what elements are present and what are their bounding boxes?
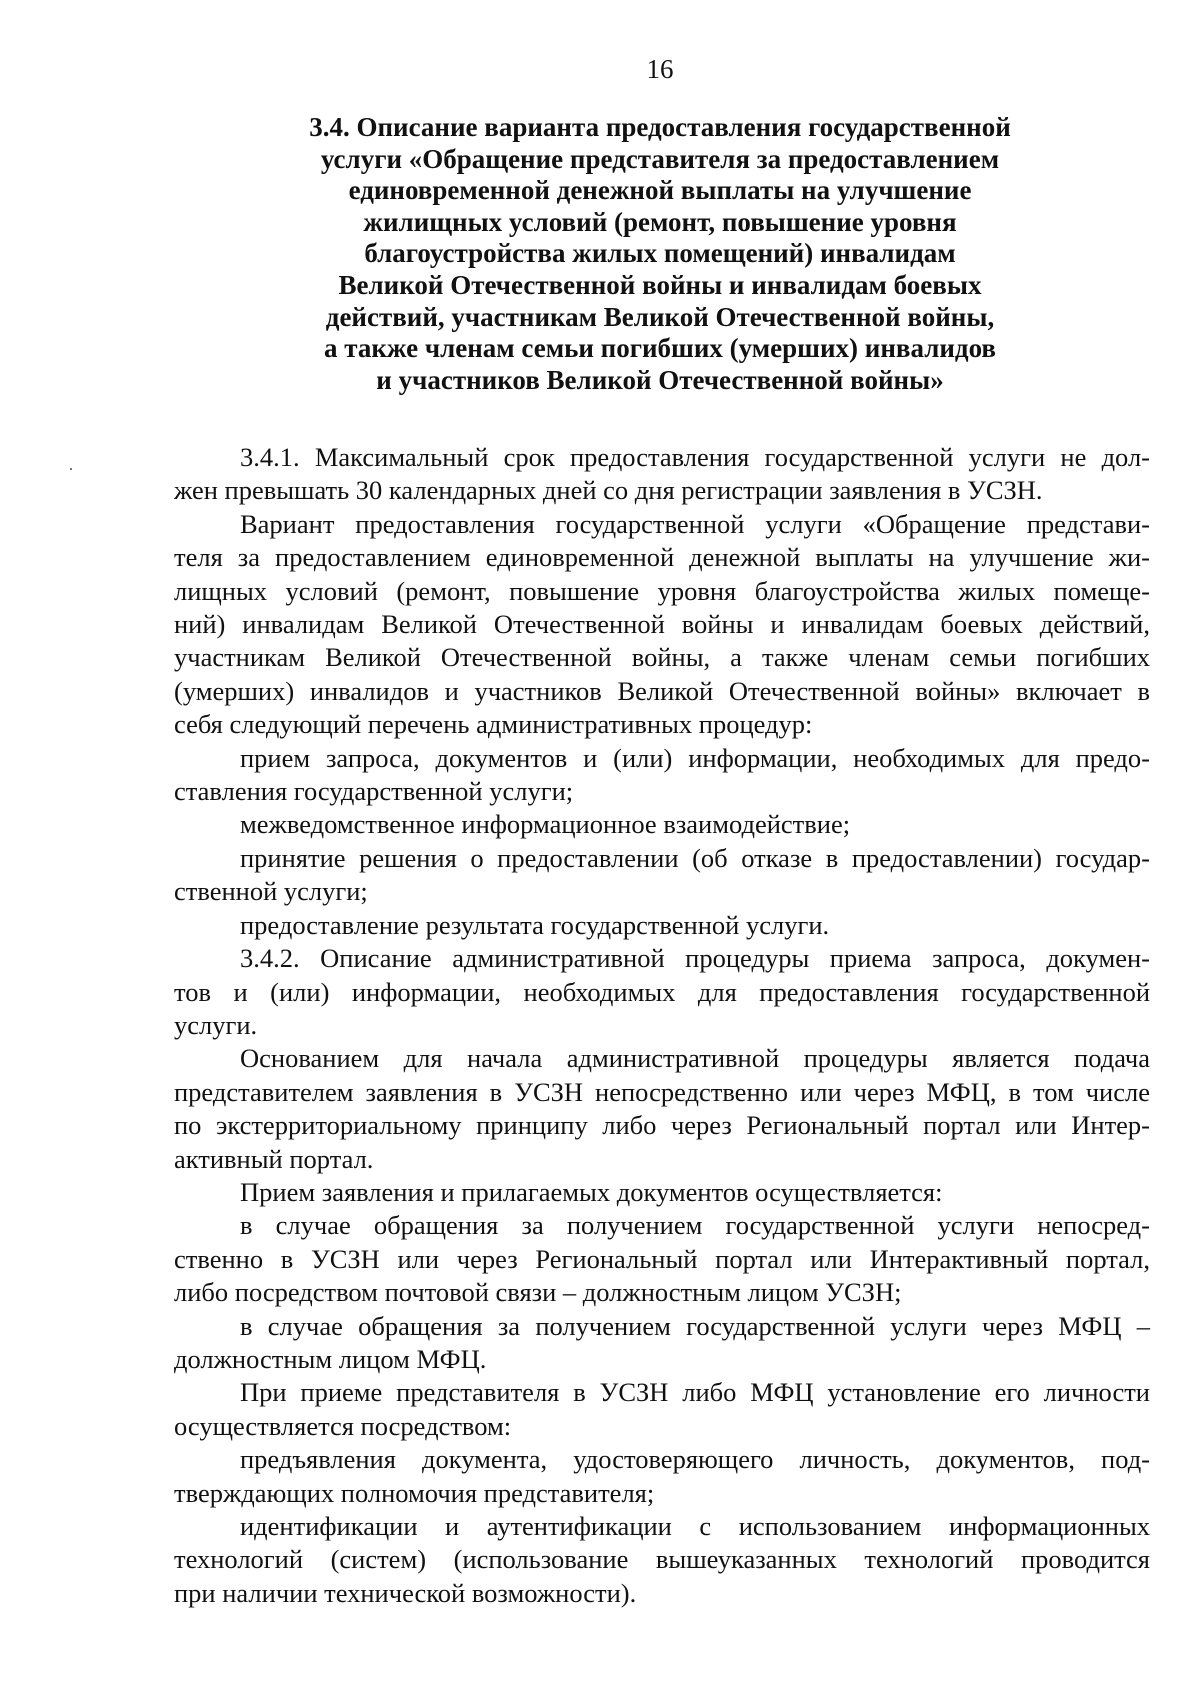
text-line: (умерших) инвалидов и участников Великой Отечественной войны» включает в — [174, 675, 1150, 706]
text-line: при наличии технической возможности). — [174, 1577, 637, 1608]
text-line: предъявления документа, удостоверяющего личность, документов, под- — [240, 1444, 1150, 1475]
title-line: 3.4. Описание варианта предоставления государственной — [309, 112, 1011, 142]
list-item-result — [174, 909, 1150, 942]
paragraph-variant — [174, 508, 1150, 742]
list-item-interagency — [174, 808, 1150, 841]
page-number: 16 — [646, 54, 674, 84]
title-line: единовременной денежной выплаты на улучшение — [348, 175, 972, 206]
text-line: ставления государственной услуги; — [174, 776, 574, 807]
paragraph-3-4-1 — [174, 441, 1150, 508]
scan-speck — [70, 468, 72, 470]
text-line: идентификации и аутентификации с использованием информационных — [240, 1511, 1150, 1541]
text-line: представителем заявления в УСЗН непосредственно или через МФЦ, в том числе — [174, 1076, 1150, 1107]
text-line: услуги. — [174, 1009, 258, 1040]
title-line: Великой Отечественной войны и инвалидам боевых — [338, 269, 982, 300]
list-item-document — [174, 1443, 1150, 1510]
text-line: жен превышать 30 календарных дней со дня регистрации заявления в УСЗН. — [174, 475, 1043, 506]
text-line: осуществляется посредством: — [174, 1410, 512, 1441]
title-line: жилищных условий (ремонт, повышение уровня — [363, 206, 957, 237]
list-item-uszn — [174, 1209, 1150, 1309]
text-line: 3.4.2. Описание административной процедуры приема запроса, докумен- — [240, 943, 1150, 974]
text-line: участникам Великой Отечественной войны, а также членам семьи погибших — [174, 642, 1150, 673]
title-line: действий, участникам Великой Отечественной войны, — [325, 301, 995, 332]
body-text — [174, 441, 1150, 1610]
list-item-reception — [174, 742, 1150, 809]
text-line: в случае обращения за получением государственной услуги непосред- — [240, 1210, 1150, 1241]
paragraph-identity — [174, 1376, 1150, 1443]
list-item-mfc — [174, 1310, 1150, 1377]
title-line: услуги «Обращение представителя за предоставлением — [320, 143, 1000, 174]
paragraph-reception — [174, 1176, 1150, 1209]
paragraph-basis — [174, 1042, 1150, 1176]
text-line: При приеме представителя в УСЗН либо МФЦ установление его личности — [240, 1377, 1150, 1408]
text-line: Прием заявления и прилагаемых документов осуществляется: — [240, 1176, 943, 1207]
text-line: принятие решения о предоставлении (об отказе в предоставлении) государ- — [240, 842, 1150, 873]
text-line: тов и (или) информации, необходимых для предоставления государственной — [174, 976, 1150, 1007]
text-line: межведомственное информационное взаимодействие; — [240, 809, 851, 840]
text-line: лищных условий (ремонт, повышение уровня благоустройства жилых помеще- — [174, 575, 1150, 606]
text-line: Вариант предоставления государственной услуги «Обращение представи- — [240, 508, 1150, 539]
text-line: ственно в УСЗН или через Региональный портал или Интерактивный портал, — [174, 1243, 1150, 1274]
text-line: ний) инвалидам Великой Отечественной войны и инвалидам боевых действий, — [174, 609, 1150, 640]
text-line: прием запроса, документов и (или) информации, необходимых для предо- — [240, 742, 1150, 773]
text-line: по экстерриториальному принципу либо через Региональный портал или Интер- — [174, 1110, 1150, 1141]
text-line: в случае обращения за получением государственной услуги через МФЦ – — [240, 1310, 1150, 1341]
paragraph-3-4-2 — [174, 942, 1150, 1042]
text-line: предоставление результата государственной услуги. — [240, 909, 830, 940]
text-line: технологий (систем) (использование вышеуказанных технологий проводится — [174, 1544, 1150, 1575]
text-line: активный портал. — [174, 1143, 374, 1174]
text-line: либо посредством почтовой связи – должностным лицом УСЗН; — [174, 1277, 902, 1308]
title-line: и участников Великой Отечественной войны» — [376, 364, 944, 395]
list-item-decision — [174, 842, 1150, 909]
list-item-identification — [174, 1510, 1150, 1610]
text-line: должностным лицом МФЦ. — [174, 1343, 487, 1374]
text-line: ственной услуги; — [174, 876, 368, 907]
text-line: Основанием для начала административной процедуры является подача — [240, 1043, 1150, 1074]
section-title — [270, 112, 1050, 396]
title-line: а также членам семьи погибших (умерших) инвалидов — [324, 333, 996, 364]
title-line: благоустройства жилых помещений) инвалидам — [364, 238, 956, 269]
text-line: себя следующий перечень административных процедур: — [174, 709, 813, 740]
text-line: тверждающих полномочия представителя; — [174, 1477, 655, 1508]
text-line: теля за предоставлением единовременной денежной выплаты на улучшение жи- — [174, 542, 1150, 573]
text-line: 3.4.1. Максимальный срок предоставления государственной услуги не дол- — [240, 442, 1150, 472]
